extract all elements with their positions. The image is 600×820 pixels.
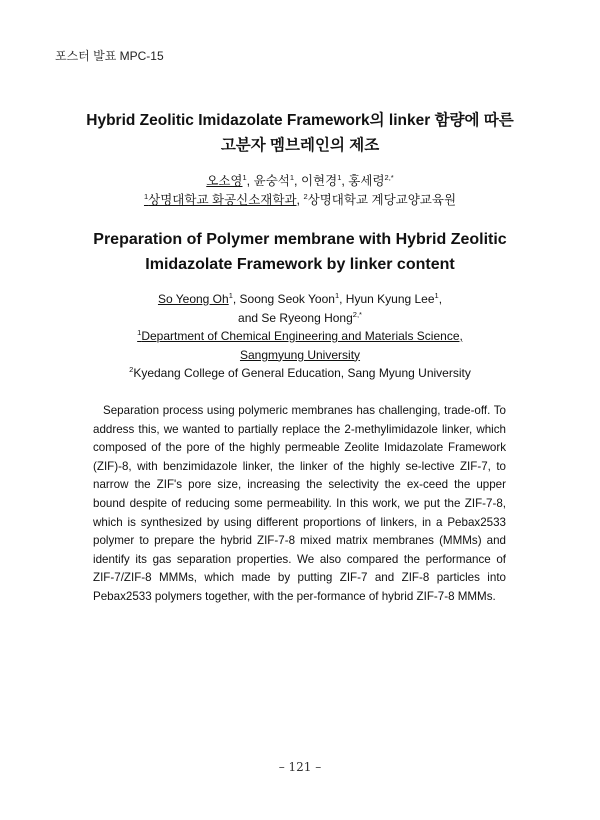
korean-affiliations: [0, 191, 600, 210]
english-title-line-2: Imidazolate Framework by linker content: [145, 256, 455, 273]
affiliation-mark: 1: [137, 328, 142, 337]
affiliation-mark: 2: [303, 191, 308, 201]
korean-author: , 이현경: [294, 174, 338, 188]
english-author-list: [0, 290, 600, 309]
korean-affiliation-2: 상명대학교 계당교양교육원: [307, 193, 457, 207]
korean-affiliation-1: [144, 193, 297, 207]
english-affiliation-1-line-2: Sangmyung University: [239, 347, 361, 362]
korean-author-list: [0, 172, 600, 191]
affiliation-mark: 1: [334, 291, 340, 300]
affiliation-mark: 1: [289, 172, 295, 182]
korean-title: [0, 108, 600, 158]
english-authors-block: [0, 290, 600, 383]
abstract-body: Separation process using polymeric membranes has challenging, trade-off. To address this, we wanted to partially replace the 2-methylimidazole linker, which composed of the pore of the highly permeable Zeolite Imidazolate Framework (ZIF)-8, with benzimidazole linker, the linker of the highly se-lective ZIF-7, to narrow the ZIF's pore size, increasing the selectivity the ex-ceed the upper bound despite of reducing some permeability. In this work, we put the ZIF-7-8, which is synthesized by using different proportions of linkers, in a Pebax2533 polymer to prepare the hybrid ZIF-7-8 mixed matrix membranes (MMMs) and identify its gas separation properties. We also compared the performance of ZIF-7/ZIF-8 MMMs, which made by putting ZIF-7 and ZIF-8 particles into Pebax2533 polymers together, with the per-formance of hybrid ZIF-7-8 MMMs.: [93, 404, 506, 603]
english-affiliation-2: [0, 364, 600, 383]
english-author: , Hyun Kyung Lee: [339, 292, 435, 306]
english-title: [0, 227, 600, 277]
affiliation-mark: 1: [434, 291, 439, 300]
session-header: 포스터 발표 MPC-15: [55, 49, 164, 63]
english-author: , Soong Seok Yoon: [232, 292, 335, 306]
english-author-list-line-2: [0, 309, 600, 328]
page-number: – 121 –: [278, 760, 322, 774]
korean-presenting-author: 오소영: [206, 174, 243, 188]
affiliation-mark: 2,*: [384, 172, 394, 182]
affiliation-mark: 1: [337, 172, 342, 182]
affiliation-mark: 2,*: [352, 309, 362, 319]
english-affiliation-1: [0, 327, 600, 346]
english-author: and Se Ryeong Hong: [238, 310, 353, 325]
affiliation-mark: 1: [242, 172, 247, 182]
english-title-line-1: Preparation of Polymer membrane with Hybrid Zeolitic: [93, 231, 507, 248]
affiliation-mark: 2: [129, 365, 134, 374]
korean-title-line-2: 고분자 멤브레인의 제조: [220, 137, 380, 154]
author-list-comma: ,: [438, 292, 443, 306]
korean-author: , 홍세령: [341, 174, 385, 188]
english-presenting-author: So Yeong Oh: [157, 292, 229, 306]
korean-author: , 윤숭석: [246, 174, 290, 188]
affiliation-separator: ,: [296, 193, 304, 207]
korean-title-line-1: Hybrid Zeolitic Imidazolate Framework의 linker 함량에 따른: [86, 112, 514, 129]
korean-affiliation-1-text: 상명대학교 화공신소재학과: [148, 193, 297, 207]
affiliation-mark: 1: [228, 291, 233, 300]
english-affiliation-2-text: Kyedang College of General Education, Sang Myung University: [133, 366, 471, 380]
korean-authors-block: [0, 172, 600, 210]
affiliation-mark: 1: [143, 191, 149, 201]
english-affiliation-1-line-1: Department of Chemical Engineering and Materials Science,: [141, 329, 463, 343]
